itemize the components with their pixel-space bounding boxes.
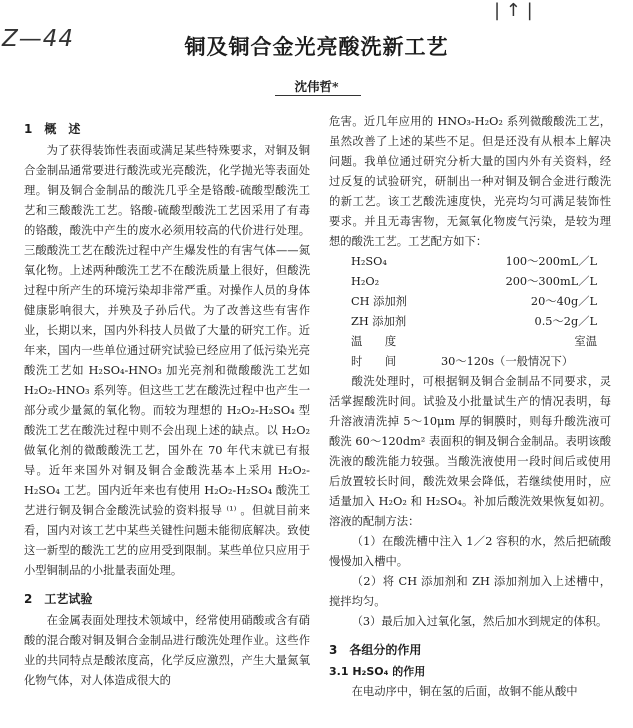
subsection-3-1-paragraph: 在电动序中，铜在氢的后面，故铜不能从酸中 [351, 685, 578, 698]
formula-row [329, 252, 611, 272]
formula-amount: 室温 [574, 335, 597, 348]
formula-row [329, 352, 611, 372]
intro-paragraph: 危害。近几年应用的 HNO₃-H₂O₂ 系列微酸酸洗工艺，虽然改善了上述的某些不足。但是还没有从根本上解决问题。我单位通过研究分析大量的国内外有关资料，经过反复的试验研究，研制出一种对铜及铜合金进行酸洗的新工艺。该工艺酸洗速度快，光亮均匀可满足装饰性要求。并且无毒害物，无氮氧化物废气污染，是较为理想的酸洗工艺。工艺配方如下： [329, 115, 611, 248]
formula-row [329, 272, 611, 292]
formula-row [329, 332, 611, 352]
formula-row [329, 312, 611, 332]
formula-amount: 100～200mL／L [505, 255, 597, 268]
margin-marks: | ↑ | [494, 0, 533, 21]
step-2: （2）将 CH 添加剂和 ZH 添加剂加入上述槽中，搅拌均匀。 [329, 575, 611, 608]
formula-component: ZH 添加剂 [351, 315, 407, 328]
step-1: （1）在酸洗槽中注入 1／2 容积的水，然后把硫酸慢慢加入槽中。 [329, 535, 611, 568]
formula-row [329, 292, 611, 312]
left-column [24, 117, 310, 691]
formula-component: 时 间 [351, 355, 397, 368]
formula-component: H₂O₂ [351, 275, 380, 288]
step-3: （3）最后加入过氧化氢，然后加水到规定的体积。 [351, 615, 608, 628]
author-name: 沈伟哲* [294, 79, 339, 94]
formula-table [329, 252, 611, 372]
section-2-paragraph: 在金属表面处理技术领域中，经常使用硝酸或含有硝酸的混合酸对铜及铜合金制品进行酸洗处理作业。这些作业的共同特点是酸浓度高，化学反应激烈，产生大量氮氧化物气体，对人体造成很大的 [24, 614, 310, 687]
formula-amount: 20～40g／L [530, 295, 597, 308]
formula-amount: 30～120s（一般情况下） [441, 355, 574, 368]
author-underline [275, 95, 361, 96]
formula-component: CH 添加剂 [351, 295, 407, 308]
section-2-heading: 2 工艺试验 [24, 592, 93, 606]
subsection-3-1-heading: 3.1 H₂SO₄ 的作用 [329, 665, 426, 678]
formula-amount: 200～300mL／L [505, 275, 597, 288]
formula-component: H₂SO₄ [351, 255, 387, 268]
section-1-paragraph: 为了获得装饰性表面或满足某些特殊要求，对铜及铜合金制品通常要进行酸洗或光亮酸洗，化学抛光等表面处理。铜及铜合金制品的酸洗几乎全是铬酸-硫酸型酸洗工艺和三酸酸洗工艺。铬酸-硫酸型酸洗工艺因采用了有毒的铬酸，酸洗中产生的废水必须用较高的代价进行处理。三酸酸洗工艺在酸洗过程中产生爆发性的有害气体——氮氧化物。上述两种酸洗工艺不在酸洗质量上很好，但酸洗过程中所产生的环境污染却非常严重。对操作人员的身体健康影响很大，并殃及子孙后代。为了改善这些有害作业，长期以来，国内外科技人员做了大量的研究工作。近年来，国内一些单位通过研究试验已经应用了低污染光亮酸洗工艺如 H₂SO₄-HNO₃ 加光亮剂和微酸酸洗工艺如 H₂O₂-HNO₃ 系列等。但这些工艺在酸洗过程中也产生一部分或少量氮的氧化物。而较为理想的 H₂O₂-H₂SO₄ 型酸洗工艺在酸洗过程中则不会出现上述的缺点。以 H₂O₂ 做氧化剂的微酸酸洗工艺，国外在 70 年代末就已有报导。近年来国外对铜及铜合金酸洗基本上采用 H₂O₂-H₂SO₄ 工艺。国内近年来也有使用 H₂O₂-H₂SO₄ 酸洗工艺进行铜及铜合金酸洗试验的资料报导 ⁽¹⁾ 。但就目前来看，国内对该工艺中某些关键性问题未能彻底解决。致使这一新型的酸洗工艺的应用受到限制。某些单位只应用于小型铜制品的小批量表面处理。 [24, 144, 310, 577]
formula-component: 温 度 [351, 335, 397, 348]
right-column [329, 112, 611, 702]
process-paragraph: 酸洗处理时，可根据铜及铜合金制品不同要求，灵活掌握酸洗时间。试验及小批量试生产的情况表明，每升溶液清洗掉 5～10μm 厚的铜膜时，则每升酸洗液可酸洗 60～120dm² 表面积的铜及铜合金制品。表明该酸洗液的酸洗能力较强。当酸洗液使用一段时间后或使用后放置较长时间，酸洗效果会降低，若继续使用时，应适量加入 H₂O₂ 和 H₂SO₄。补加后酸洗效果恢复如初。溶液的配制方法： [329, 375, 611, 528]
handwritten-note: Z—44 [2, 26, 75, 52]
article-title: 铜及铜合金光亮酸洗新工艺 [184, 35, 449, 59]
section-1-heading: 1 概 述 [24, 122, 81, 136]
formula-amount: 0.5～2g／L [534, 315, 597, 328]
section-3-heading: 3 各组分的作用 [329, 643, 422, 657]
